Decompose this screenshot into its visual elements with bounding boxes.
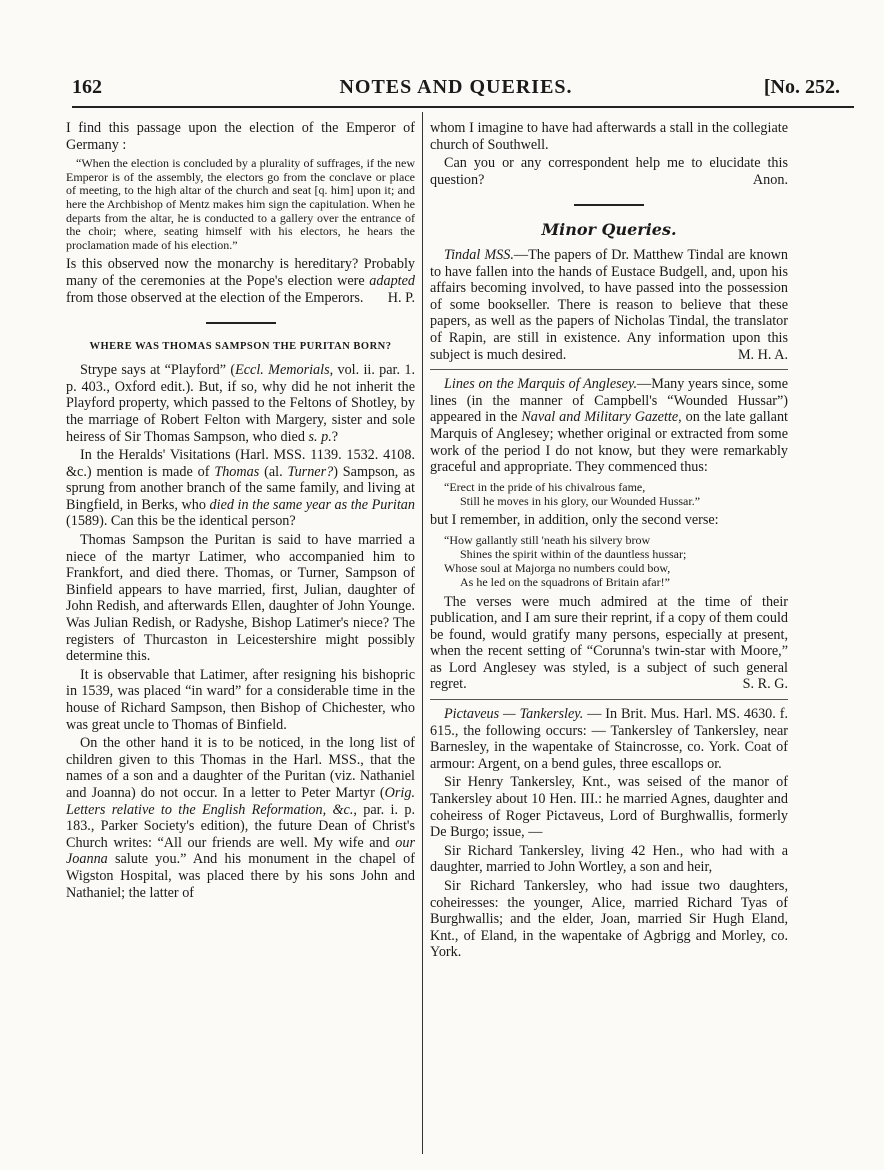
- issue-number: [No. 252.: [763, 76, 840, 98]
- election-paragraph: Is this observed now the monarchy is hereditary? Probably many of the ceremonies at the Pope's election were adapted from those observed at the election of the Emperors. H. P.: [66, 256, 415, 306]
- section-separator: [206, 322, 276, 324]
- tankersley-paragraph-2: Sir Henry Tankersley, Knt., was seised of the manor of Tankersley about 10 Hen. III.: he married Agnes, daughter and coheiress of Roger Pictaveus, Lord of Burghwallis, formerly De Burgo; issue, —: [430, 774, 788, 841]
- signature: S. R. G.: [742, 676, 788, 693]
- sampson-paragraph-2: In the Heralds' Visitations (Harl. MSS. 1139. 1532. 4108. &c.) mention is made of Thomas (al. Turner?) Sampson, as sprung from another branch of the same family, and living at Bingfield, in Berks, who died in the same year as the Puritan (1589). Can this be the identical person?: [66, 447, 415, 530]
- sampson-paragraph-5: On the other hand it is to be noticed, in the long list of children given to this Thomas in the Harl. MSS., that the names of a son and a daughter of the Puritan (viz. Nathaniel and Joanna) do not occur. In a letter to Peter Martyr (Orig. Letters relative to the English Reformation, &c., par. i. p. 183., Parker Society's edition), the future Dean of Christ's Church writes: “All our friends are well. My wife and our Joanna salute you.” And his monument in the chapel of Wigston Hospital, was placed there by his sons John and Nathaniel; the latter of: [66, 735, 415, 901]
- left-column: [66, 120, 415, 903]
- sampson-paragraph-1: Strype says at “Playford” (Eccl. Memorials, vol. ii. par. 1. p. 403., Oxford edit.). But, if so, why did he not inherit the Playford property, which passed to the Feltons of Shotley, by the marriage of Robert Felton with Margery, sister and sole heiress of Sir Thomas Sampson, who died s. p.?: [66, 362, 415, 445]
- verse-line: Still he moves in his glory, our Wounded Hussar.”: [460, 493, 701, 508]
- sampson-paragraph-3: Thomas Sampson the Puritan is said to have married a niece of the martyr Latimer, who accompanied him to Frankfort, and died there. Thomas, or Turner, Sampson of Binfield appears to have married, first, Julian, daughter of John Redish, and afterwards Ellen, daughter of John Younge. Was Julian Redish, or Radyshe, Bishop Latimer's niece? The registers of Thurcaston in Leicestershire might possibly determine this.: [66, 532, 415, 665]
- section-separator: [574, 204, 644, 206]
- anglesey-mid: but I remember, in addition, only the second verse:: [430, 512, 719, 529]
- verse-line: “Erect in the pride of his chivalrous fame,: [444, 479, 646, 494]
- page-header: [72, 76, 840, 106]
- continuation-question: Can you or any correspondent help me to elucidate this question? Anon.: [430, 155, 788, 188]
- column-divider: [422, 112, 423, 1154]
- continuation-text: whom I imagine to have had afterwards a stall in the collegiate church of Southwell.: [430, 120, 788, 153]
- tindal-query: Tindal MSS.—The papers of Dr. Matthew Tindal are known to have fallen into the hands of Eustace Budgell, and, upon his affairs becoming involved, to have passed into the possession of some bookseller. There is reason to believe that these papers, as well as the papers of Nicholas Tindal, the translator of Rapin, are still in existence. Any information upon this subject is much desired. M. H. A.: [430, 246, 788, 363]
- verse-1: [444, 480, 788, 508]
- journal-title: NOTES AND QUERIES.: [339, 76, 573, 98]
- signature: H. P.: [387, 289, 415, 306]
- query-rule: [430, 369, 788, 370]
- header-rule: [72, 106, 854, 108]
- anglesey-end: The verses were much admired at the time of their publication, and I am sure their reprint, if a copy of them could be found, would gratify many persons, especially at present, when the recent setting of “Corunna's twin-star with Moore,” as Lord Anglesey was styled, is a subject of such general regret. S. R. G.: [430, 593, 788, 693]
- verse-line: As he led on the squadrons of Britain afar!”: [460, 575, 670, 590]
- verse-line: Whose soul at Majorga no numbers could bow,: [444, 561, 671, 576]
- minor-queries-heading: Minor Queries.: [541, 220, 677, 240]
- anglesey-query: Lines on the Marquis of Anglesey.—Many years since, some lines (in the manner of Campbell's “Wounded Hussar”) appeared in the Naval and Military Gazette, on the late gallant Marquis of Anglesey; whether original or extracted from some work of the period I do not know, but they were remarkably graceful and appropriate. They commenced thus:: [430, 376, 788, 476]
- query-rule: [430, 699, 788, 700]
- verse-line: Shines the spirit within of the dauntless hussar;: [460, 546, 687, 561]
- page-number: 162: [72, 76, 102, 98]
- right-column: [430, 120, 788, 963]
- verse-2: [444, 533, 788, 590]
- verse-line: “How gallantly still 'neath his silvery brow: [444, 532, 651, 547]
- election-quote: “When the election is concluded by a plurality of suffrages, if the new Emperor is of the assembly, the electors go from the conclave or place of meeting, to the high altar of the church and seat [q. him] upon it; and here the Archbishop of Mentz makes him sign the capitulation. When he departs from the altar, he is conducted to a gallery over the entrance of the choir; where, seating himself with his electors, he hears the proclamation made of his election.”: [66, 156, 415, 252]
- article-heading: WHERE WAS THOMAS SAMPSON THE PURITAN BORN?: [89, 341, 392, 353]
- tankersley-paragraph-4: Sir Richard Tankersley, who had issue two daughters, coheiresses: the younger, Alice, married Richard Tyas of Burghwallis; and the elder, Joan, married Sir Hugh Eland, Knt., of Eland, in the wapentake of Agbrigg and Morley, co. York.: [430, 878, 788, 961]
- sampson-paragraph-4: It is observable that Latimer, after resigning his bishopric in 1539, was placed “in ward” for a considerable time in the house of Richard Sampson, then Bishop of Chichester, who was great uncle to Thomas of Binfield.: [66, 666, 415, 733]
- election-intro: I find this passage upon the election of the Emperor of Germany :: [66, 120, 415, 153]
- tankersley-paragraph-3: Sir Richard Tankersley, living 42 Hen., who had with a daughter, married to John Wortley, a son and heir,: [430, 842, 788, 876]
- signature: M. H. A.: [737, 346, 788, 363]
- tankersley-query: Pictaveus — Tankersley. — In Brit. Mus. Harl. MS. 4630. f. 615., the following occurs: — Tankersley of Tankersley, near Barnesley, in the wapentake of Staincrosse, co. York. Coat of armour: Argent, on a bend gules, three escallops or.: [430, 706, 788, 772]
- signature: Anon.: [752, 171, 788, 188]
